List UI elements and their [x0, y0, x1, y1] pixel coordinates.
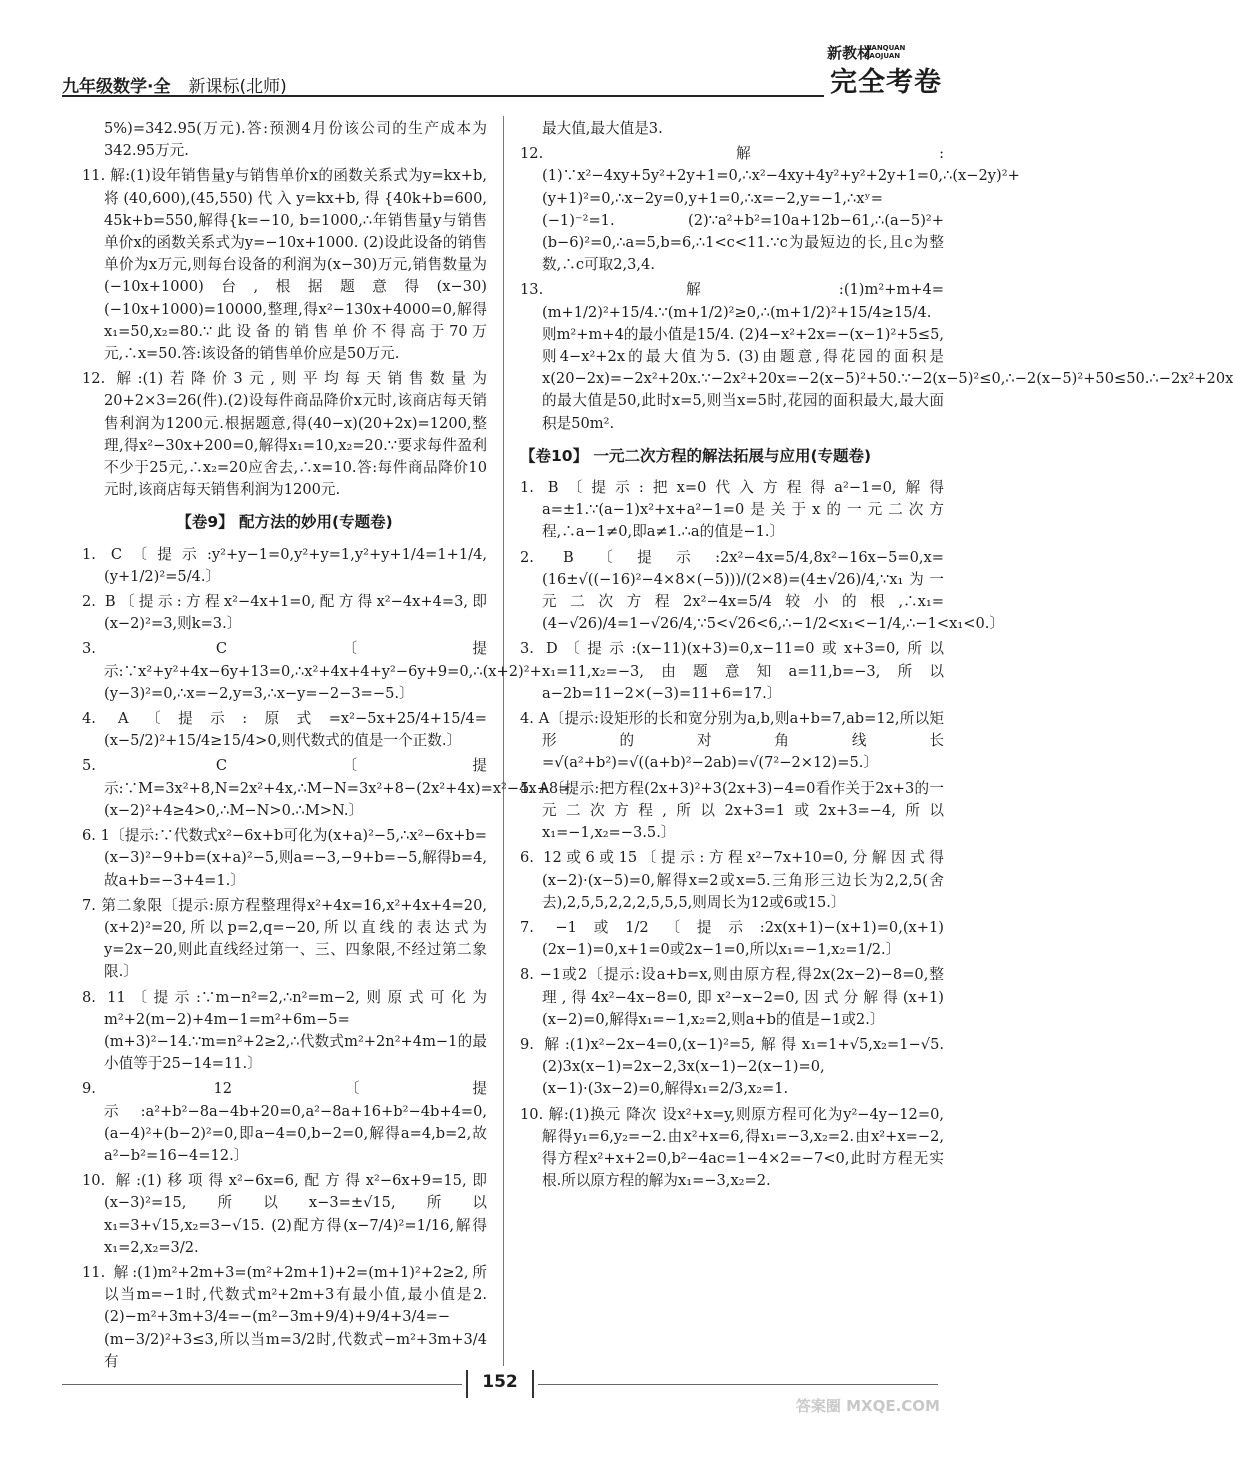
edition-label: 新课标(北师) — [188, 77, 287, 97]
answer-9-8: 8. 11〔提示:∵m−n²=2,∴n²=m−2,则原式可化为m²+2(m−2)+4m−1=m²+6m−5=(m+3)²−14.∵m=n²+2≥2,∴代数式m²+2n²+4m−1的最小值等于25−14=11.〕 — [82, 988, 487, 1073]
answer-continuation: 5%)=342.95(万元).答:预测4月份该公司的生产成本为342.95万元. — [104, 120, 487, 160]
answer-9-5: 5. C〔提示:∵M=3x²+8,N=2x²+4x,∴M−N=3x²+8−(2x²+4x)=x²−4x+8=(x−2)²+4≥4>0,∴M−N>0.∴M>N.〕 — [82, 757, 571, 819]
footer-rule-left — [62, 1384, 462, 1385]
watermark: 答案圈 MXQE.COM — [795, 1397, 940, 1415]
answer-9-2: 2. B〔提示:方程x²−4x+1=0,配方得x²−4x+4=3,即(x−2)²=3,则k=3.〕 — [82, 593, 487, 633]
grade-label: 九年级数学·全 — [62, 77, 171, 97]
page-number: 152 — [482, 1372, 518, 1392]
answer-9-10: 10. 解:(1)移项得x²−6x=6,配方得x²−6x+9=15,即(x−3)²=15,所以x−3=±√15,所以x₁=3+√15,x₂=3−√15. (2)配方得(x−7/4)²=1/16,解得x₁=2,x₂=3/2. — [82, 1172, 487, 1256]
column-separator — [503, 116, 504, 1366]
page-header — [62, 38, 942, 98]
header-rule — [62, 95, 824, 97]
section-title-10: 【卷10】 一元二次方程的解法拓展与应用(专题卷) — [520, 446, 872, 465]
answer-11: 11. 解:(1)设年销售量y与销售单价x的函数关系式为y=kx+b,将(40,600),(45,550)代入y=kx+b,得{40k+b=600, 45k+b=550,解得{k=−10, b=1000,∴年销售量y与销售单价x的函数关系式为y=−10x+1000. (2)设此设备的销售单价为x万元,则每台设备的利润为(x−30)万元,销售数量为(−10x+1000)台,根据题意得(x−30)(−10x+1000)=10000,整理,得x²−130x+4000=0,解得x₁=50,x₂=80.∵此设备的销售单价不得高于70万元,∴x=50.答:该设备的销售单价应是50万元. — [82, 167, 487, 363]
brand-logo: 完全考卷 — [830, 67, 942, 98]
answer-9-12: 12. 解:(1)∵x²−4xy+5y²+2y+1=0,∴x²−4xy+4y²+y²+2y+1=0,∴(x−2y)²+(y+1)²=0,∴x−2y=0,y+1=0,∴x=−2,y=−1,∴xʸ=(−1)⁻²=1. (2)∵a²+b²=10a+12b−61,∴(a−5)²+(b−6)²=0,∴a=5,b=6,∴1<c<11.∵c为最短边的长,且c为整数,∴c可取2,3,4. — [520, 145, 1020, 274]
answer-10-4: 4. A〔提示:设矩形的长和宽分别为a,b,则a+b=7,ab=12,所以矩形的对角线长=√(a²+b²)=√((a+b)²−2ab)=√(7²−2×12)=5.〕 — [520, 710, 944, 772]
page-bar-left — [466, 1370, 468, 1398]
left-column — [82, 118, 571, 1376]
answer-10-9: 9. 解:(1)x²−2x−4=0,(x−1)²=5,解得x₁=1+√5,x₂=1−√5. (2)3x(x−1)=2x−2,3x(x−1)−2(x−1)=0,(x−1)·(3x−2)=0,解得x₁=2/3,x₂=1. — [520, 1035, 944, 1098]
section-title-9: 【卷9】 配方法的妙用(专题卷) — [176, 513, 393, 532]
book-title — [62, 72, 287, 97]
footer-rule-right — [538, 1384, 938, 1385]
answer-10-6: 6. 12或6或15〔提示:方程x²−7x+10=0,分解因式得(x−2)·(x−5)=0,解得x=2或x=5.三角形三边长为2,2,5(舍去),2,5,5,2,2,2,5,5,5,则周长为12或6或15.〕 — [520, 849, 944, 911]
answer-9-9: 9. 12〔提示:a²+b²−8a−4b+20=0,a²−8a+16+b²−4b+4=0,(a−4)²+(b−2)²=0,即a−4=0,b−2=0,解得a=4,b=2,故a²−b²=16−4=12.〕 — [82, 1080, 487, 1164]
page-bar-right — [532, 1370, 534, 1398]
answer-9-1: 1. C〔提示:y²+y−1=0,y²+y=1,y²+y+1/4=1+1/4,(y+1/2)²=5/4.〕 — [82, 545, 487, 585]
answer-9-13: 13. 解:(1)m²+m+4=(m+1/2)²+15/4.∵(m+1/2)²≥0,∴(m+1/2)²+15/4≥15/4.则m²+m+4的最小值是15/4. (2)4−x²+2x=−(x−1)²+5≤5,则4−x²+2x的最大值为5. (3)由题意,得花园的面积是x(20−2x)=−2x²+20x.∵−2x²+20x=−2(x−5)²+50.∵−2(x−5)²≤0,∴−2(x−5)²+50≤50.∴−2x²+20x的最大值是50,此时x=5,则当x=5时,花园的面积最大,最大面积是50m². — [520, 281, 1233, 432]
answer-9-3: 3. C〔提示:∵x²+y²+4x−6y+13=0,∴x²+4x+4+y²−6y+9=0,∴(x+2)²+(y−3)²=0,∴x=−2,y=3,∴x−y=−2−3=−5.〕 — [82, 640, 542, 702]
answer-10-8: 8. −1或2〔提示:设a+b=x,则由原方程,得2x(2x−2)−8=0,整理,得4x²−4x−8=0,即x²−x−2=0,因式分解得(x+1)(x−2)=0,解得x₁=−1,x₂=2,则a+b的值是−1或2.〕 — [520, 966, 944, 1028]
answer-10-1: 1. B〔提示:把x=0代入方程得a²−1=0,解得a=±1.∵(a−1)x²+x+a²−1=0是关于x的一元二次方程,∴a−1≠0,即a≠1.∴a的值是−1.〕 — [520, 479, 944, 541]
answer-10-2: 2. B〔提示:2x²−4x=5/4,8x²−16x−5=0,x=(16±√((−16)²−4×8×(−5)))/(2×8)=(4±√26)/4,∵x₁为一元二次方程2x²−4x=5/4较小的根,∴x₁=(4−√26)/4=1−√26/4,∵5<√26<6,∴−1/2<x₁<−1/4,∴−1<x₁<0.〕 — [520, 548, 1004, 633]
answer-9-6: 6. 1〔提示:∵代数式x²−6x+b可化为(x+a)²−5,∴x²−6x+b=(x−3)²−9+b=(x+a)²−5,则a=−3,−9+b=−5,解得b=4,故a+b=−3+4=1.〕 — [82, 827, 487, 889]
answer-9-11: 11. 解:(1)m²+2m+3=(m²+2m+1)+2=(m+1)²+2≥2,所以当m=−1时,代数式m²+2m+3有最小值,最小值是2. (2)−m²+3m+3/4=−(m²−3m+9/4)+9/4+3/4=−(m−3/2)²+3≤3,所以当m=3/2时,代数式−m²+3m+3/4有 — [82, 1263, 487, 1370]
answer-9-7: 7. 第二象限〔提示:原方程整理得x²+4x=16,x²+4x+4=20,(x+2)²=20,所以p=2,q=−20,所以直线的表达式为y=2x−20,则此直线经过第一、三、四象限,不经过第二象限.〕 — [82, 896, 487, 981]
brand-tag: WANQUAN KAOJUAN — [864, 44, 906, 60]
brand-small: 新教材 — [826, 44, 872, 62]
answer-10-7: 7. −1或1/2〔提示:2x(x+1)−(x+1)=0,(x+1)(2x−1)=0,x+1=0或2x−1=0,所以x₁=−1,x₂=1/2.〕 — [520, 918, 944, 959]
answer-10-5: 5. A〔提示:把方程(2x+3)²+3(2x+3)−4=0看作关于2x+3的一元二次方程,所以2x+3=1或2x+3=−4,所以x₁=−1,x₂=−3.5.〕 — [520, 779, 944, 842]
answer-10-3: 3. D〔提示:(x−11)(x+3)=0,x−11=0或x+3=0,所以x₁=11,x₂=−3,由题意知a=11,b=−3,所以a−2b=11−2×(−3)=11+6=17.〕 — [520, 640, 944, 702]
answer-continuation-right: 最大值,最大值是3. — [542, 120, 663, 137]
answer-12: 12. 解:(1)若降价3元,则平均每天销售数量为20+2×3=26(件).(2)设每件商品降价x元时,该商店每天销售利润为1200元.根据题意,得(40−x)(20+2x)=1200,整理,得x²−30x+200=0,解得x₁=10,x₂=20.∵要求每件盈利不少于25元,∴x₂=20应舍去,∴x=10.答:每件商品降价10元时,该商店每天销售利润为1200元. — [82, 370, 487, 499]
right-column — [520, 118, 1233, 1195]
answer-9-4: 4. A〔提示:原式=x²−5x+25/4+15/4=(x−5/2)²+15/4≥15/4>0,则代数式的值是一个正数.〕 — [82, 710, 487, 750]
answer-10-10: 10. 解:(1)换元 降次 设x²+x=y,则原方程可化为y²−4y−12=0,解得y₁=6,y₂=−2.由x²+x=6,得x₁=−3,x₂=2.由x²+x=−2,得方程x²+x+2=0,b²−4ac=1−4×2=−7<0,此时方程无实根.所以原方程的解为x₁=−3,x₂=2. — [520, 1105, 944, 1190]
